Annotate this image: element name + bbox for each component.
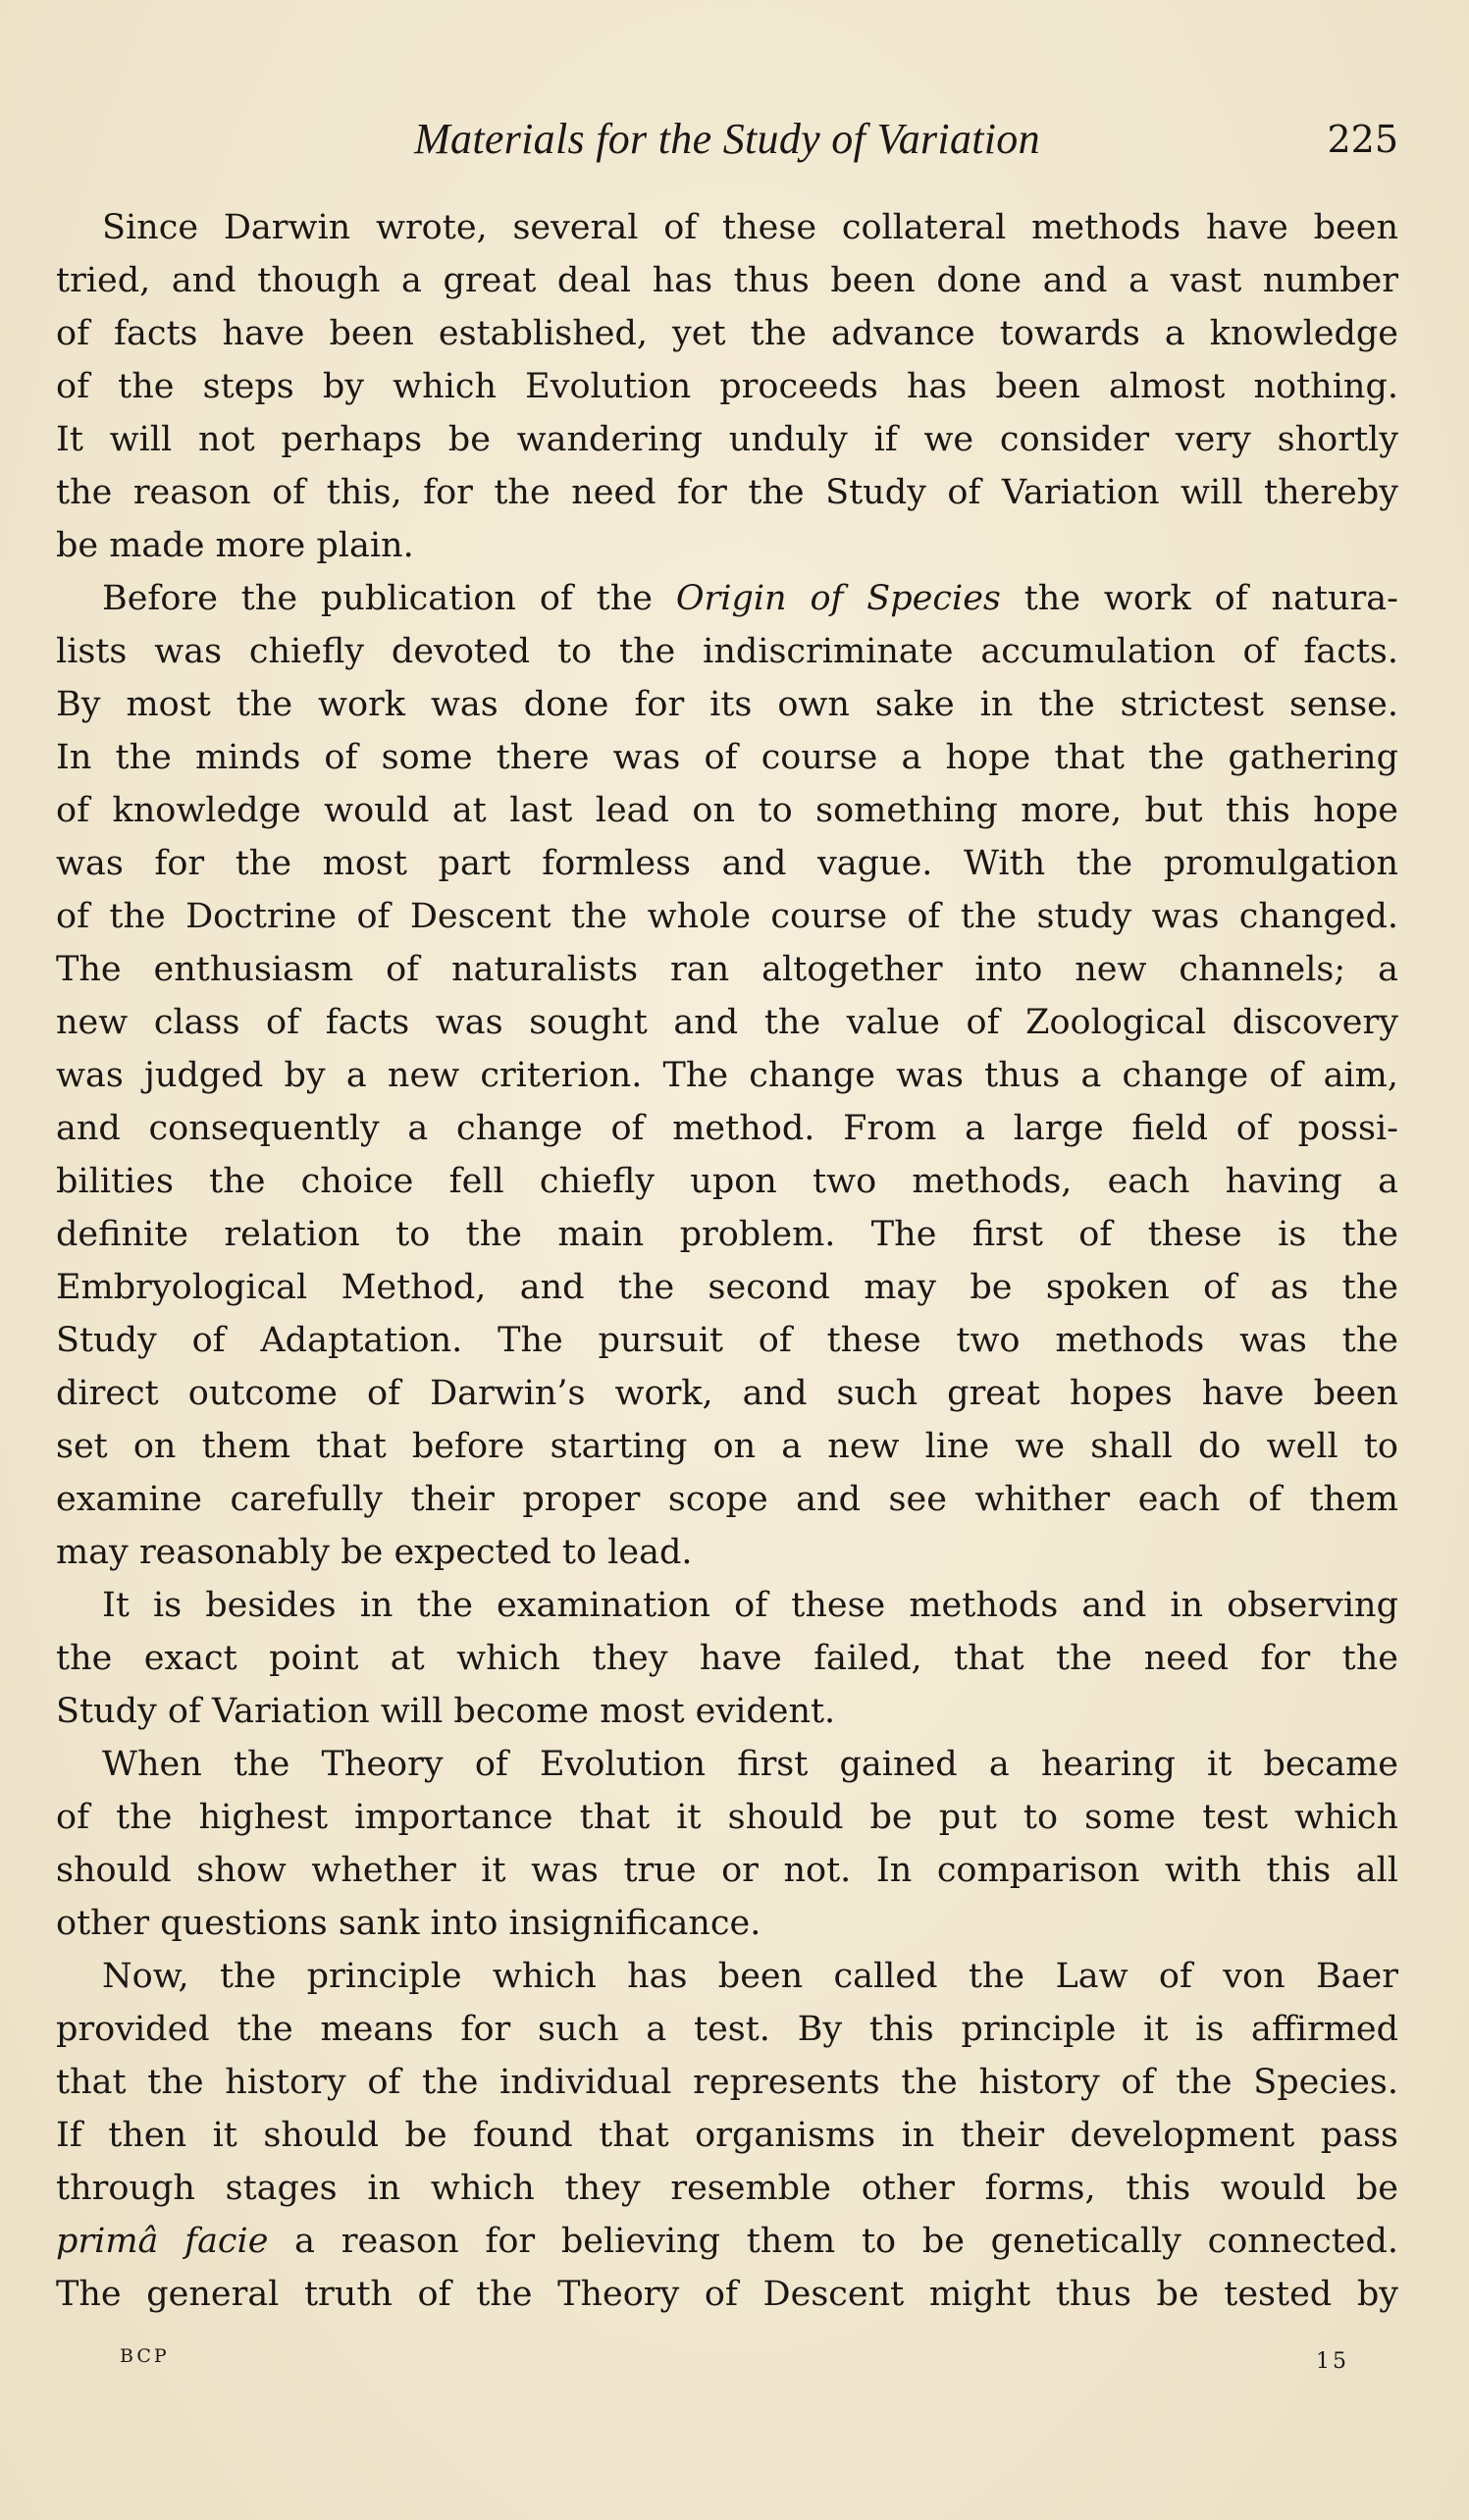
- text-line: When the Theory of Evolution first gained a hearing it became: [102, 1745, 1398, 1784]
- text-line: tried, and though a great deal has thus been done and a vast number: [56, 261, 1398, 300]
- text-line: provided the means for such a test. By this principle it is affirmed: [56, 2010, 1398, 2049]
- text-line: of knowledge would at last lead on to something more, but this hope: [56, 791, 1398, 830]
- page-number: 225: [1327, 118, 1398, 161]
- text-line: was for the most part formless and vague. With the promulgation: [56, 844, 1398, 883]
- text-line: By most the work was done for its own sake in the strictest sense.: [56, 685, 1398, 724]
- text-line: Study of Variation will become most evident.: [56, 1692, 836, 1731]
- text-line: bilities the choice fell chiefly upon two methods, each having a: [56, 1162, 1398, 1201]
- text-line: [56, 572, 1398, 625]
- text-line: The general truth of the Theory of Descent might thus be tested by: [56, 2275, 1398, 2314]
- running-title: Materials for the Study of Variation: [414, 115, 1040, 163]
- text-line: was judged by a new criterion. The change was thus a change of aim,: [56, 1056, 1398, 1095]
- text-line: The enthusiasm of naturalists ran altogether into new channels; a: [56, 950, 1398, 989]
- text-line: If then it should be found that organisms in their development pass: [56, 2116, 1398, 2155]
- text-line: Embryological Method, and the second may be spoken of as the: [56, 1268, 1398, 1307]
- text-line: the exact point at which they have failed, that the need for the: [56, 1639, 1398, 1678]
- text-line: may reasonably be expected to lead.: [56, 1533, 693, 1572]
- text-line: It is besides in the examination of these methods and in observing: [102, 1586, 1398, 1625]
- text-line: of the Doctrine of Descent the whole course of the study was changed.: [56, 897, 1398, 936]
- signature-mark: BCP: [120, 2345, 170, 2367]
- body-text: [56, 201, 1398, 2321]
- page-footer: [56, 2337, 1398, 2377]
- text-line: through stages in which they resemble other forms, this would be: [56, 2169, 1398, 2208]
- text-line: of the steps by which Evolution proceeds has been almost nothing.: [56, 367, 1398, 406]
- text-line: Study of Adaptation. The pursuit of these two methods was the: [56, 1321, 1398, 1360]
- text-line: of facts have been established, yet the advance towards a knowledge: [56, 314, 1398, 353]
- latin-phrase: primâ facie: [56, 2222, 269, 2261]
- text-line: new class of facts was sought and the value of Zoological discovery: [56, 1003, 1398, 1042]
- text-line: examine carefully their proper scope and see whither each of them: [56, 1480, 1398, 1519]
- text-line: In the minds of some there was of course a hope that the gathering: [56, 738, 1398, 777]
- text-line: [56, 2215, 1398, 2268]
- text-line: other questions sank into insignificance.: [56, 1904, 761, 1943]
- book-title: Origin of Species: [675, 579, 1001, 618]
- text-line: of the highest importance that it should be put to some test which: [56, 1798, 1398, 1837]
- text-line: that the history of the individual represents the history of the Species.: [56, 2063, 1398, 2102]
- text-line: It will not perhaps be wandering unduly if we consider very shortly: [56, 420, 1398, 459]
- text-segment: Before the publication of the: [102, 579, 676, 618]
- text-line: Now, the principle which has been called the Law of von Baer: [102, 1957, 1398, 1996]
- text-segment: the work of natura-: [1000, 579, 1398, 618]
- text-line: set on them that before starting on a new line we shall do well to: [56, 1427, 1398, 1466]
- text-line: Since Darwin wrote, several of these collateral methods have been: [102, 208, 1398, 247]
- text-line: definite relation to the main problem. The first of these is the: [56, 1215, 1398, 1254]
- text-line: and consequently a change of method. From a large field of possi-: [56, 1109, 1398, 1148]
- text-segment: a reason for believing them to be genetically connected.: [268, 2222, 1399, 2261]
- signature-number: 15: [1316, 2349, 1349, 2374]
- text-line: should show whether it was true or not. In comparison with this all: [56, 1851, 1398, 1890]
- text-line: the reason of this, for the need for the Study of Variation will thereby: [56, 473, 1398, 512]
- text-line: be made more plain.: [56, 526, 414, 565]
- text-line: lists was chiefly devoted to the indiscriminate accumulation of facts.: [56, 632, 1398, 671]
- text-line: direct outcome of Darwin’s work, and such great hopes have been: [56, 1374, 1398, 1413]
- running-head: [56, 110, 1398, 169]
